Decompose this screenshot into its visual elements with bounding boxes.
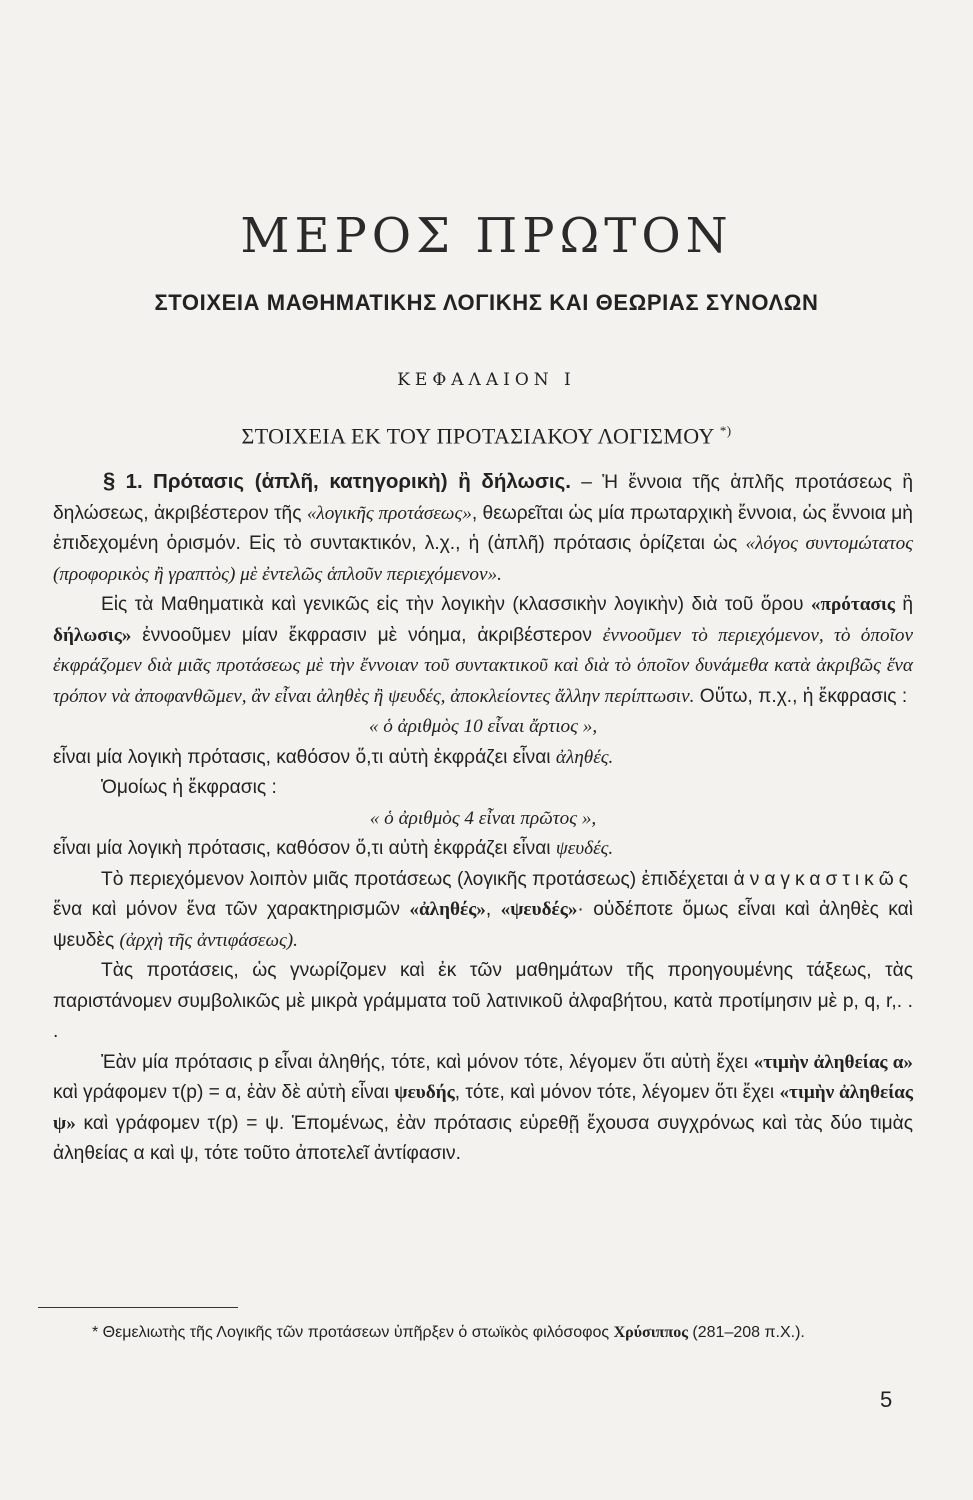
footnote-reference: *) bbox=[719, 423, 732, 438]
text-run: ἐννοοῦμεν τὸ περιεχόμενον, τὸ ὁποῖον ἐκφράζομεν διὰ μιᾶς προτάσεως μὲ τὴν ἔννοιαν τοῦ συντακτικοῦ καὶ διὰ τὸ ὁποῖον δυνάμεθα κατὰ ἀκριβῶς ἕνα τρόπον νὰ ἀποφανθῶμεν, ἂν εἶναι ἀληθὲς ἢ ψευδές, ἀποκλείοντες ἄλλην περίπτωσιν. bbox=[53, 624, 914, 707]
text-run: Θεμελιωτὴς τῆς Λογικῆς τῶν προτάσεων ὑπῆρξεν ὁ στωϊκὸς φιλόσοφος bbox=[98, 1324, 614, 1341]
text-run: «πρότασις bbox=[810, 594, 895, 615]
footnote-mark: * bbox=[92, 1324, 99, 1341]
paragraph-example-false bbox=[53, 834, 913, 865]
text-run: καὶ γράφομεν τ(p) = ψ. Ἑπομένως, ἐὰν πρότασις εὑρεθῇ ἔχουσα συγχρόνως καὶ τὰς δύο τιμὰς ἀληθείας α καὶ ψ, τότε τοῦτο ἀποτελεῖ ἀντίφασιν. bbox=[53, 1112, 913, 1164]
section-symbol: § bbox=[103, 468, 116, 493]
paragraph-mathematics bbox=[53, 590, 913, 712]
text-run: Οὕτω, π.χ., ἡ ἔκφρασις : bbox=[694, 685, 908, 707]
text-run: καὶ γράφομεν τ(p) = α, ἐὰν δὲ αὐτὴ εἶναι bbox=[53, 1082, 395, 1103]
section-heading: Πρότασις (ἁπλῆ, κατηγορικὴ) ἢ δήλωσις. bbox=[153, 470, 571, 493]
text-run: · οὐδέποτε ὅμως εἶναι καὶ ἀληθὲς καὶ ψευδὲς bbox=[53, 899, 913, 951]
body-text bbox=[53, 466, 913, 1170]
paragraph-definition bbox=[53, 466, 913, 590]
paragraph-likewise: Ὁμοίως ἡ ἔκφρασις : bbox=[101, 777, 277, 798]
text-run: , bbox=[485, 899, 501, 920]
text-run: «τιμὴν ἀληθείας ψ» bbox=[53, 1082, 913, 1134]
paragraph-truth-value-notation bbox=[53, 1048, 913, 1170]
text-run: , θεωρεῖται ὡς μία πρωταρχικὴ ἔννοια, ὡς ἔννοια μὴ ἐπιδεχομένη ὁρισμόν. Εἰς τὸ συντακτικόν, λ.χ., ἡ (ἁπλῆ) πρότασις ὁρίζεται ὡς bbox=[53, 502, 913, 554]
text-run: ἢ bbox=[894, 594, 913, 615]
text-run: ἕνα καὶ μόνον ἕνα τῶν χαρακτηρισμῶν bbox=[53, 899, 410, 920]
text-run: , τότε, καὶ μόνον τότε, λέγομεν ὅτι ἔχει bbox=[454, 1082, 780, 1103]
text-run: (281–208 π.Χ.). bbox=[687, 1324, 805, 1341]
text-run: Τὸ περιεχόμενον λοιπὸν μιᾶς προτάσεως (λογικῆς προτάσεως) ἐπιδέχεται bbox=[101, 868, 734, 890]
section-number: 1. bbox=[125, 470, 143, 493]
chapter-title bbox=[0, 423, 973, 449]
footnote bbox=[38, 1320, 898, 1346]
text-run: δήλωσις» bbox=[53, 624, 132, 646]
text-run: ἀληθές. bbox=[555, 746, 614, 768]
page-number: 5 bbox=[880, 1387, 893, 1412]
chapter-label: ΚΕΦΑΛΑΙΟΝ Ι bbox=[397, 370, 576, 390]
paragraph-truth-values bbox=[53, 865, 913, 957]
text-run: Εἰς τὰ Μαθηματικὰ καὶ γενικῶς εἰς τὴν λογικὴν (κλασσικὴν λογικὴν) διὰ τοῦ ὅρου bbox=[101, 594, 811, 615]
example-formula-true: « ὁ ἀριθμὸς 10 εἶναι ἄρτιος », bbox=[368, 716, 598, 737]
text-run: ἐννοοῦμεν μίαν ἔκφρασιν μὲ νόημα, ἀκριβέστερον bbox=[131, 624, 603, 646]
text-run: «ἀληθές» bbox=[409, 899, 486, 920]
paragraph-example-true bbox=[53, 743, 913, 774]
text-run: (ἀρχὴ τῆς ἀντιφάσεως). bbox=[119, 929, 298, 951]
part-subtitle: ΣΤΟΙΧΕΙΑ ΜΑΘΗΜΑΤΙΚΗΣ ΛΟΓΙΚΗΣ ΚΑΙ ΘΕΩΡΙΑΣ ΣΥΝΟΛΩΝ bbox=[154, 290, 819, 315]
chapter-title-text: ΣΤΟΙΧΕΙΑ ΕΚ ΤΟΥ ΠΡΟΤΑΣΙΑΚΟΥ ΛΟΓΙΣΜΟΥ bbox=[241, 423, 714, 449]
text-run: ψευδής bbox=[394, 1082, 455, 1103]
text-run: ψευδές. bbox=[555, 838, 614, 859]
text-run: ἀναγκαστικῶς bbox=[733, 868, 913, 890]
text-run: – Ἡ ἔννοια τῆς ἁπλῆς προτάσεως ἢ δηλώσεως, ἀκριβέστερον τῆς bbox=[53, 472, 914, 524]
text-run: «ψευδές» bbox=[500, 899, 578, 920]
paragraph-notation: Τὰς προτάσεις, ὡς γνωρίζομεν καὶ ἐκ τῶν μαθημάτων τῆς προηγουμένης τάξεως, τὰς παριστάνομεν συμβολικῶς μὲ μικρὰ γράμματα τοῦ λατινικοῦ ἀλφαβήτου, κατὰ προτίμησιν μὲ p, q, r,. . . bbox=[53, 960, 913, 1042]
text-run: Ἐὰν μία πρότασις p εἶναι ἀληθής, τότε, καὶ μόνον τότε, λέγομεν ὅτι αὐτὴ ἔχει bbox=[101, 1051, 754, 1073]
part-title: ΜΕΡΟΣ ΠΡΩΤΟΝ bbox=[240, 208, 733, 264]
example-formula-false: « ὁ ἀριθμὸς 4 εἶναι πρῶτος », bbox=[369, 807, 597, 829]
text-run: Χρύσιππος bbox=[613, 1324, 688, 1341]
text-run: «λογικῆς προτάσεως» bbox=[306, 502, 472, 524]
text-run: εἶναι μία λογικὴ πρότασις, καθόσον ὅ,τι αὐτὴ ἐκφράζει εἶναι bbox=[53, 746, 556, 768]
footnote-divider bbox=[38, 1307, 238, 1308]
text-run: εἶναι μία λογικὴ πρότασις, καθόσον ὅ,τι αὐτὴ ἐκφράζει εἶναι bbox=[53, 838, 556, 859]
text-run: «τιμὴν ἀληθείας α» bbox=[753, 1051, 914, 1073]
text-run: «λόγος συντομώτατος (προφορικὸς ἢ γραπτὸς) μὲ ἐντελῶς ἁπλοῦν περιεχόμενον». bbox=[53, 533, 913, 585]
